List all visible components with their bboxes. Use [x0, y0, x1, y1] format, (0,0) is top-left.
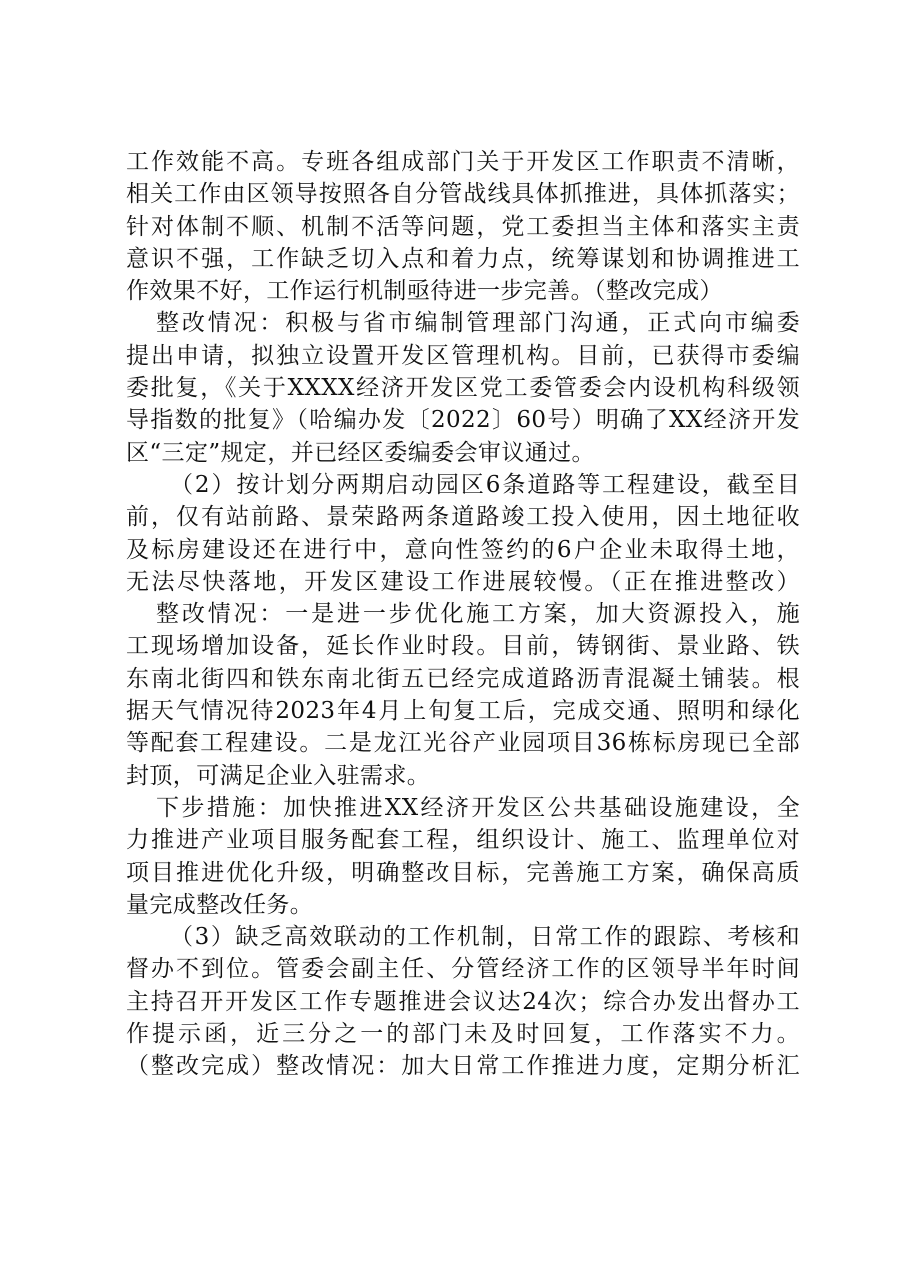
- text-line: （2）按计划分两期启动园区6条道路等工程建设，截至目: [170, 471, 800, 498]
- paragraph-rectification-status-1: [126, 307, 800, 468]
- text-line: 工现场增加设备，延长作业时段。目前，铸钢街、景业路、铁: [126, 633, 800, 660]
- text-line: 量完成整改任务。: [126, 891, 314, 918]
- text-line: 作提示函，近三分之一的部门未及时回复，工作落实不力。: [126, 1021, 800, 1048]
- text-line: 意识不强，工作缺乏切入点和着力点，统筹谋划和协调推进工: [126, 245, 800, 272]
- text-line: 委批复，《关于XXXX经济开发区党工委管委会内设机构科级领: [126, 375, 800, 402]
- text-line: 针对体制不顺、机制不活等问题，党工委担当主体和落实主责: [126, 213, 800, 240]
- text-line: 督办不到位。管委会副主任、分管经济工作的区领导半年时间: [126, 956, 800, 983]
- text-line: 整改情况：一是进一步优化施工方案，加大资源投入，施: [156, 601, 800, 628]
- text-line: 前，仅有站前路、景荣路两条道路竣工投入使用，因土地征收: [126, 504, 800, 531]
- text-line: 无法尽快落地，开发区建设工作进展较慢。（正在推进整改）: [126, 568, 800, 595]
- text-line: 及标房建设还在进行中，意向性签约的6户企业未取得土地，: [126, 536, 800, 563]
- text-line: 下步措施：加快推进XX经济开发区公共基础设施建设，全: [156, 794, 800, 821]
- paragraph-next-steps: [126, 792, 800, 921]
- text-line: 整改情况：积极与省市编制管理部门沟通，正式向市编委: [156, 310, 800, 337]
- text-line: 东南北街四和铁东南北街五已经完成道路沥青混凝土铺装。根: [126, 665, 800, 692]
- text-line: 等配套工程建设。二是龙江光谷产业园项目36栋标房现已全部: [126, 730, 800, 757]
- text-line: 工作效能不高。专班各组成部门关于开发区工作职责不清晰，: [126, 149, 800, 175]
- paragraph-item-3: [126, 921, 800, 1082]
- paragraph-work-efficiency: [126, 146, 800, 307]
- paragraph-item-2: [126, 469, 800, 598]
- text-line: 导指数的批复》（哈编办发〔2022〕60号）明确了XX经济开发: [126, 407, 800, 434]
- text-line: 主持召开开发区工作专题推进会议达24次；综合办发出督办工: [126, 988, 800, 1015]
- text-line: 项目推进优化升级，明确整改目标，完善施工方案，确保高质: [126, 859, 800, 886]
- text-line: 力推进产业项目服务配套工程，组织设计、施工、监理单位对: [126, 827, 800, 854]
- text-line: 据天气情况待2023年4月上旬复工后，完成交通、照明和绿化: [126, 698, 800, 725]
- text-line: （整改完成）整改情况：加大日常工作推进力度，定期分析汇: [126, 1053, 800, 1080]
- text-line: 作效果不好，工作运行机制亟待进一步完善。（整改完成）: [126, 278, 723, 305]
- text-line: 封顶，可满足企业入驻需求。: [126, 762, 431, 789]
- text-line: （3）缺乏高效联动的工作机制，日常工作的跟踪、考核和: [170, 924, 800, 951]
- document-page: [126, 146, 800, 1083]
- text-line: 提出申请，拟独立设置开发区管理机构。目前，已获得市委编: [126, 342, 800, 369]
- text-line: 区“三定”规定，并已经区委编委会审议通过。: [126, 439, 595, 466]
- text-line: 相关工作由区领导按照各自分管战线具体抓推进，具体抓落实；: [126, 181, 800, 208]
- paragraph-rectification-status-2: [126, 598, 800, 792]
